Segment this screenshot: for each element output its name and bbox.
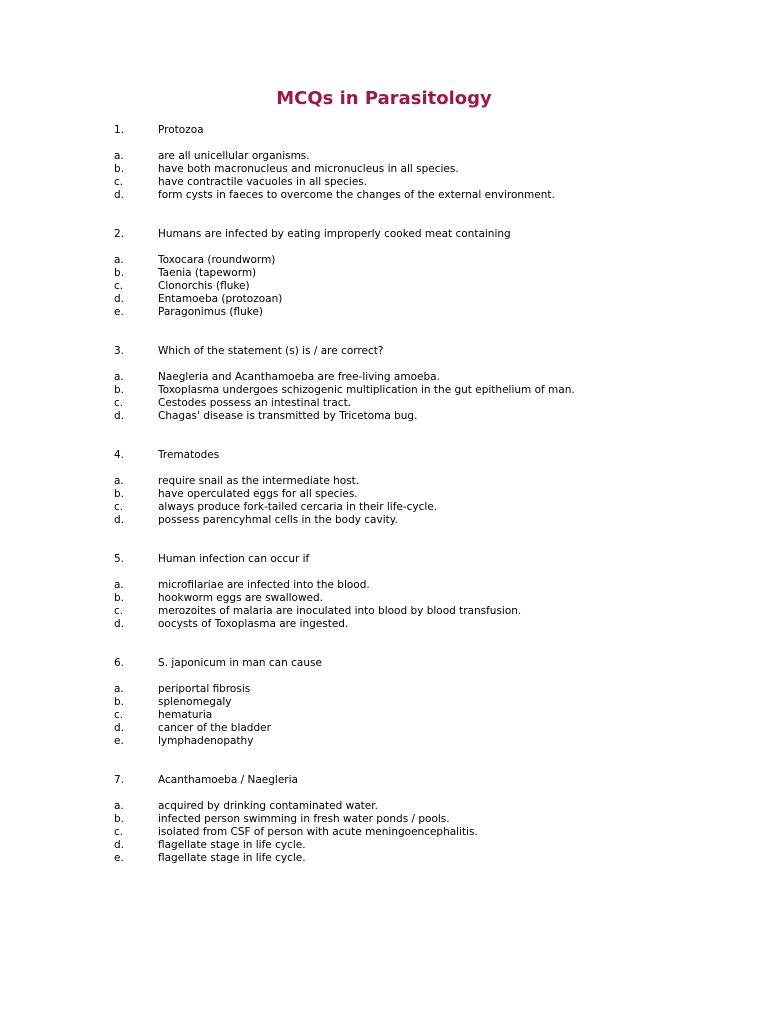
option-text: merozoites of malaria are inoculated into blood by blood transfusion. — [158, 605, 522, 617]
option-text: have contractile vacuoles in all species. — [158, 176, 368, 188]
page-title: MCQs in Parasitology — [276, 88, 492, 109]
answer-option — [0, 267, 768, 280]
question-stem-row — [0, 449, 768, 462]
question-list — [0, 124, 768, 891]
option-text: Paragonimus (fluke) — [158, 306, 264, 318]
option-letter: d. — [114, 410, 125, 422]
option-letter: e. — [114, 735, 124, 747]
question-number: 4. — [114, 449, 125, 461]
option-letter: c. — [114, 176, 124, 188]
question-stem-row — [0, 774, 768, 787]
option-letter: e. — [114, 852, 124, 864]
option-text: Naegleria and Acanthamoeba are free-living amoeba. — [158, 371, 440, 383]
option-text: splenomegaly — [158, 696, 232, 708]
answer-option — [0, 735, 768, 748]
answer-option — [0, 293, 768, 306]
option-text: have operculated eggs for all species. — [158, 488, 358, 500]
answer-option — [0, 605, 768, 618]
answer-option — [0, 306, 768, 319]
question-block — [0, 228, 768, 319]
option-text: infected person swimming in fresh water ponds / pools. — [158, 813, 450, 825]
question-number: 6. — [114, 657, 125, 669]
option-letter: b. — [114, 592, 125, 604]
option-text: require snail as the intermediate host. — [158, 475, 360, 487]
question-stem: Acanthamoeba / Naegleria — [158, 774, 298, 786]
option-letter: b. — [114, 696, 125, 708]
question-stem-row — [0, 124, 768, 137]
answer-option — [0, 371, 768, 384]
option-text: microfilariae are infected into the blood. — [158, 579, 370, 591]
question-stem-row — [0, 345, 768, 358]
option-text: acquired by drinking contaminated water. — [158, 800, 378, 812]
answer-option — [0, 488, 768, 501]
question-block — [0, 774, 768, 865]
answer-option — [0, 397, 768, 410]
question-stem: S. japonicum in man can cause — [158, 657, 322, 669]
option-letter: e. — [114, 306, 124, 318]
option-letter: a. — [114, 254, 124, 266]
option-text: isolated from CSF of person with acute meningoencephalitis. — [158, 826, 478, 838]
option-text: Chagas' disease is transmitted by Tricetoma bug. — [158, 410, 418, 422]
option-text: form cysts in faeces to overcome the changes of the external environment. — [158, 189, 555, 201]
question-number: 3. — [114, 345, 125, 357]
answer-option — [0, 839, 768, 852]
option-letter: b. — [114, 813, 125, 825]
option-text: Taenia (tapeworm) — [158, 267, 257, 279]
question-block — [0, 124, 768, 202]
option-letter: d. — [114, 293, 125, 305]
option-text: hematuria — [158, 709, 213, 721]
option-letter: a. — [114, 800, 124, 812]
answer-option — [0, 254, 768, 267]
answer-option — [0, 826, 768, 839]
option-letter: d. — [114, 618, 125, 630]
question-stem: Trematodes — [158, 449, 220, 461]
question-number: 1. — [114, 124, 125, 136]
question-stem-row — [0, 553, 768, 566]
option-text: flagellate stage in life cycle. — [158, 839, 306, 851]
option-text: lymphadenopathy — [158, 735, 254, 747]
question-block — [0, 345, 768, 423]
question-block — [0, 657, 768, 748]
answer-option — [0, 280, 768, 293]
option-text: Toxoplasma undergoes schizogenic multiplication in the gut epithelium of man. — [158, 384, 575, 396]
option-text: are all unicellular organisms. — [158, 150, 310, 162]
answer-option — [0, 618, 768, 631]
option-letter: b. — [114, 384, 125, 396]
option-letter: d. — [114, 839, 125, 851]
answer-option — [0, 852, 768, 865]
answer-option — [0, 163, 768, 176]
question-stem: Human infection can occur if — [158, 553, 310, 565]
option-letter: c. — [114, 605, 124, 617]
option-text: oocysts of Toxoplasma are ingested. — [158, 618, 349, 630]
question-block — [0, 553, 768, 631]
answer-option — [0, 475, 768, 488]
answer-option — [0, 592, 768, 605]
option-letter: a. — [114, 475, 124, 487]
answer-option — [0, 579, 768, 592]
option-letter: a. — [114, 371, 124, 383]
question-stem-row — [0, 228, 768, 241]
option-text: periportal fibrosis — [158, 683, 251, 695]
answer-option — [0, 683, 768, 696]
answer-option — [0, 384, 768, 397]
option-text: Cestodes possess an intestinal tract. — [158, 397, 352, 409]
option-letter: a. — [114, 150, 124, 162]
option-letter: d. — [114, 189, 125, 201]
option-letter: c. — [114, 826, 124, 838]
option-letter: c. — [114, 501, 124, 513]
option-letter: c. — [114, 397, 124, 409]
answer-option — [0, 813, 768, 826]
question-stem: Which of the statement (s) is / are correct? — [158, 345, 384, 357]
option-text: Toxocara (roundworm) — [158, 254, 276, 266]
option-letter: b. — [114, 267, 125, 279]
option-letter: b. — [114, 488, 125, 500]
question-stem-row — [0, 657, 768, 670]
option-text: flagellate stage in life cycle. — [158, 852, 306, 864]
question-number: 2. — [114, 228, 125, 240]
option-text: Clonorchis (fluke) — [158, 280, 250, 292]
option-letter: c. — [114, 280, 124, 292]
option-text: always produce fork-tailed cercaria in their life-cycle. — [158, 501, 438, 513]
question-stem: Protozoa — [158, 124, 204, 136]
answer-option — [0, 722, 768, 735]
question-block — [0, 449, 768, 527]
question-number: 7. — [114, 774, 125, 786]
answer-option — [0, 501, 768, 514]
option-letter: a. — [114, 683, 124, 695]
answer-option — [0, 150, 768, 163]
answer-option — [0, 189, 768, 202]
option-letter: d. — [114, 722, 125, 734]
answer-option — [0, 176, 768, 189]
option-text: possess parencyhmal cells in the body cavity. — [158, 514, 398, 526]
option-letter: d. — [114, 514, 125, 526]
option-text: cancer of the bladder — [158, 722, 271, 734]
answer-option — [0, 410, 768, 423]
option-letter: b. — [114, 163, 125, 175]
option-letter: c. — [114, 709, 124, 721]
option-text: have both macronucleus and micronucleus in all species. — [158, 163, 459, 175]
answer-option — [0, 696, 768, 709]
option-text: hookworm eggs are swallowed. — [158, 592, 324, 604]
option-text: Entamoeba (protozoan) — [158, 293, 283, 305]
answer-option — [0, 800, 768, 813]
question-stem: Humans are infected by eating improperly cooked meat containing — [158, 228, 511, 240]
option-letter: a. — [114, 579, 124, 591]
question-number: 5. — [114, 553, 125, 565]
answer-option — [0, 514, 768, 527]
answer-option — [0, 709, 768, 722]
